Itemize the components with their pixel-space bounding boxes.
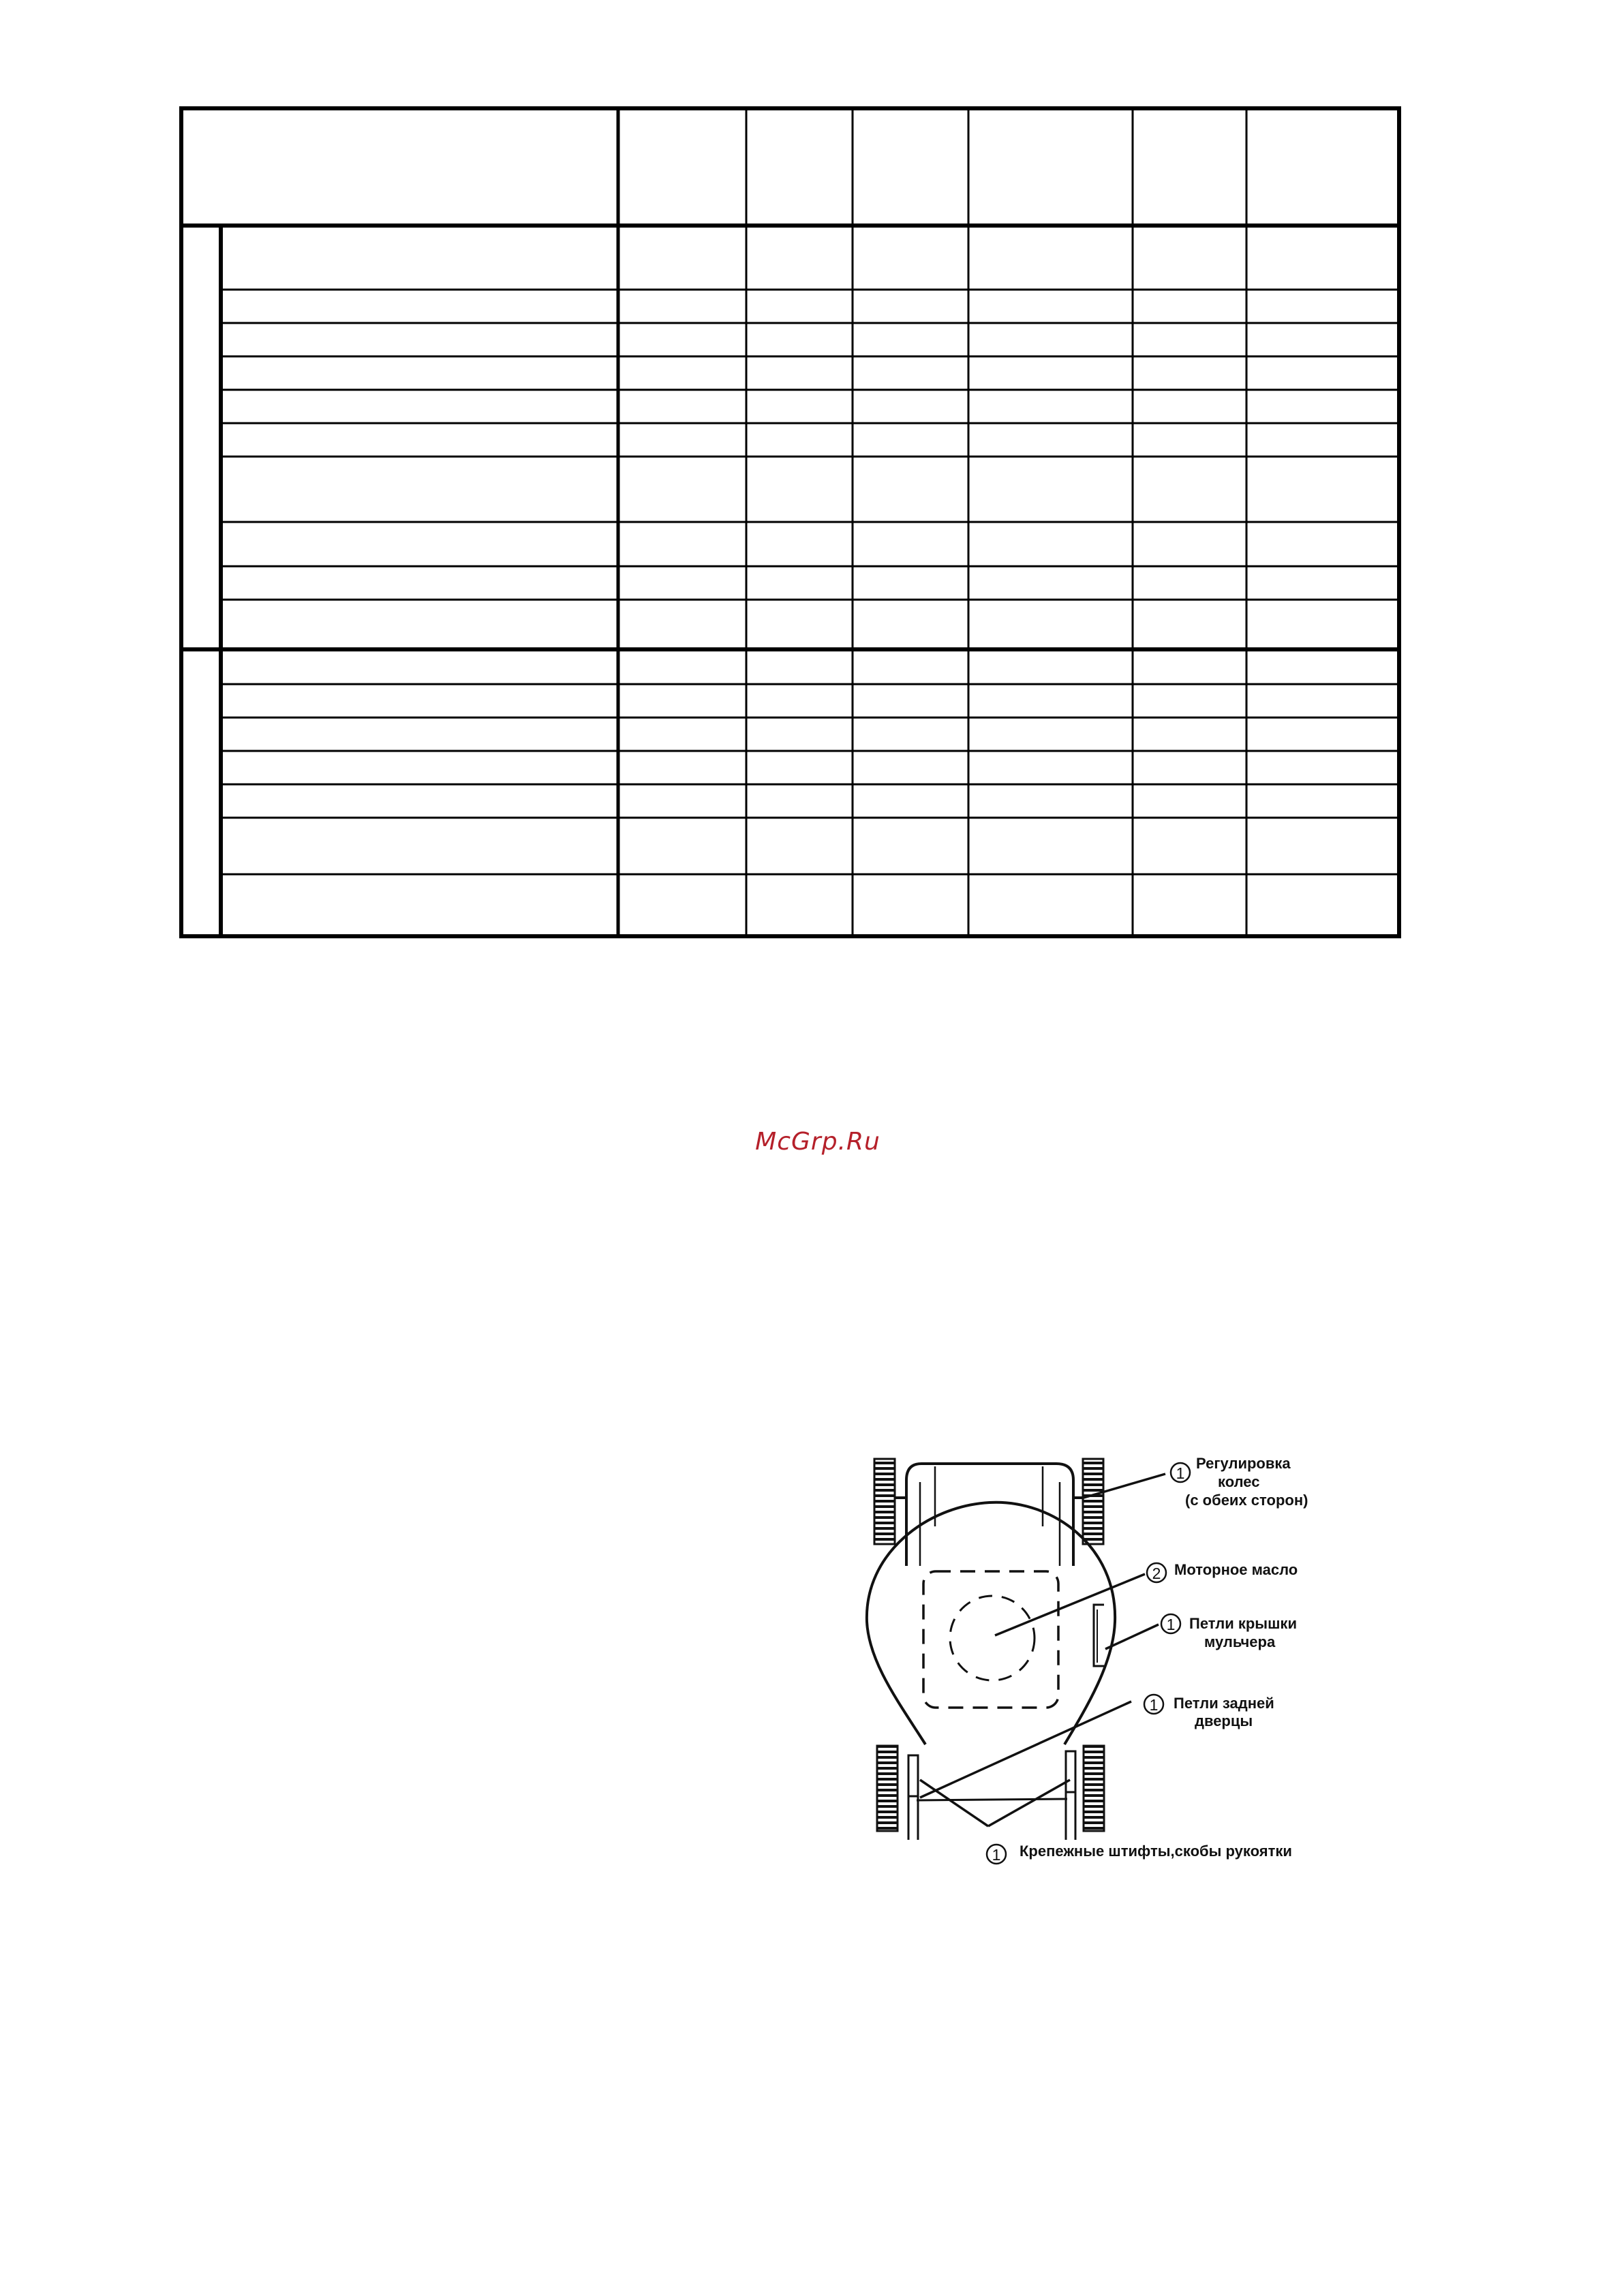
watermark: McGrp.Ru	[755, 1128, 880, 1156]
label-rear-door-2: дверцы	[1195, 1712, 1253, 1729]
label-wheel-adjust-1: Регулировка	[1196, 1455, 1291, 1472]
label-mulch-hinge-1: Петли крышки	[1189, 1615, 1297, 1632]
label-wheel-adjust-2: колес	[1218, 1473, 1260, 1490]
label-wheel-adjust-3: (с обеих сторон)	[1185, 1492, 1308, 1509]
label-mulch-hinge-2: мульчера	[1204, 1633, 1276, 1650]
marker-rear-door: 1	[1149, 1696, 1159, 1714]
mower-deck	[867, 1503, 1115, 1744]
marker-engine-oil: 2	[1152, 1565, 1161, 1582]
label-pins: Крепежные штифты,скобы рукоятки	[1020, 1843, 1292, 1860]
mulch-door	[1094, 1605, 1104, 1666]
front-left-wheel	[874, 1459, 895, 1544]
label-engine-oil: Моторное масло	[1174, 1561, 1298, 1578]
rear-left-wheel	[877, 1746, 898, 1831]
oil-cap	[950, 1596, 1035, 1680]
marker-pins: 1	[992, 1846, 1001, 1864]
marker-wheel-adjust: 1	[1176, 1464, 1185, 1482]
engine-outline	[923, 1571, 1058, 1708]
label-rear-door-1: Петли задней	[1174, 1695, 1274, 1712]
front-right-wheel	[1083, 1459, 1103, 1544]
marker-mulch-hinge: 1	[1166, 1616, 1176, 1633]
rear-right-wheel	[1084, 1746, 1104, 1831]
